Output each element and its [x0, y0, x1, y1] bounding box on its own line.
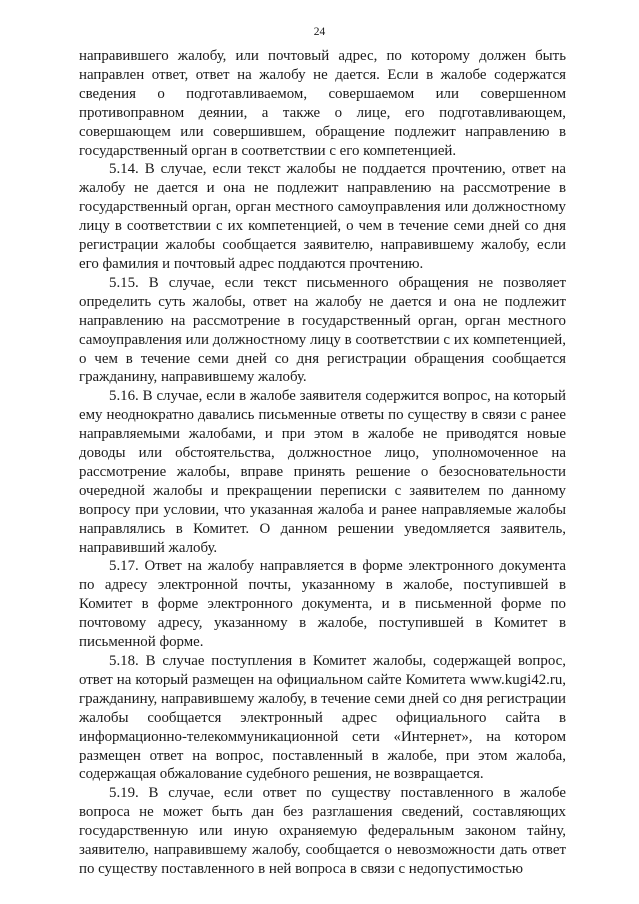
paragraph-continuation: направившего жалобу, или почтовый адрес, по которому должен быть направлен ответ, ответ на жалобу не дается. Если в жалобе содержатся сведения о подготавливаемом, совершаемом или совершенном противоправном деянии, а также о лице, его подготавливающем, совершающем или совершившем, обращение подлежит направлению в государственный орган в соответствии с его компетенцией. — [79, 48, 566, 159]
paragraph-5-18: 5.18. В случае поступления в Комитет жалобы, содержащей вопрос, ответ на который размещен на официальном сайте Комитета www.kugi42.ru, гражданину, направившему жалобу, в течение семи дней со дня регистрации жалобы сообщается электронный адрес официального сайта в информационно-телекоммуникационной сети «Интернет», на котором размещен ответ на вопрос, поставленный в жалобе, при этом жалоба, содержащая обжалование судебного решения, не возвращается. — [79, 653, 566, 783]
page-number: 24 — [313, 26, 326, 38]
paragraph-5-17: 5.17. Ответ на жалобу направляется в форме электронного документа по адресу электронной почты, указанному в жалобе, поступившей в Комитет в форме электронного документа, и в письменной форме по почтовому адресу, указанному в жалобе, поступившей в Комитет в письменной форме. — [79, 558, 566, 651]
paragraph-5-14: 5.14. В случае, если текст жалобы не поддается прочтению, ответ на жалобу не дается и она не подлежит направлению на рассмотрение в государственный орган, орган местного самоуправления или должностному лицу в соответствии с их компетенцией, о чем в течение семи дней со дня регистрации жалобы сообщается заявителю, направившему жалобу, если его фамилия и почтовый адрес поддаются прочтению. — [79, 161, 566, 272]
paragraph-5-19: 5.19. В случае, если ответ по существу поставленного в жалобе вопроса не может быть дан без разглашения сведений, составляющих государственную или иную охраняемую федеральным законом тайну, заявителю, направившему жалобу, сообщается о невозможности дать ответ по существу поставленного в ней вопроса в связи с недопустимостью — [79, 785, 566, 877]
paragraph-5-16: 5.16. В случае, если в жалобе заявителя содержится вопрос, на который ему неоднократно давались письменные ответы по существу в связи с ранее направляемыми жалобами, и при этом в жалобе не приводятся новые доводы или обстоятельства, должностное лицо, уполномоченное на рассмотрение жалобы, вправе принять решение о безосновательности очередной жалобы и прекращении переписки с заявителем по данному вопросу при условии, что указанная жалоба и ранее направляемые жалобы направлялись в Комитет. О данном решении уведомляется заявитель, направивший жалобу. — [79, 388, 566, 556]
paragraph-5-15: 5.15. В случае, если текст письменного обращения не позволяет определить суть жалобы, ответ на жалобу не дается и она не подлежит направлению на рассмотрение в государственный орган, орган местного самоуправления или должностному лицу в соответствии с их компетенцией, о чем в течение семи дней со дня регистрации обращения сообщается гражданину, направившему жалобу. — [79, 274, 566, 386]
document-body — [79, 47, 566, 879]
